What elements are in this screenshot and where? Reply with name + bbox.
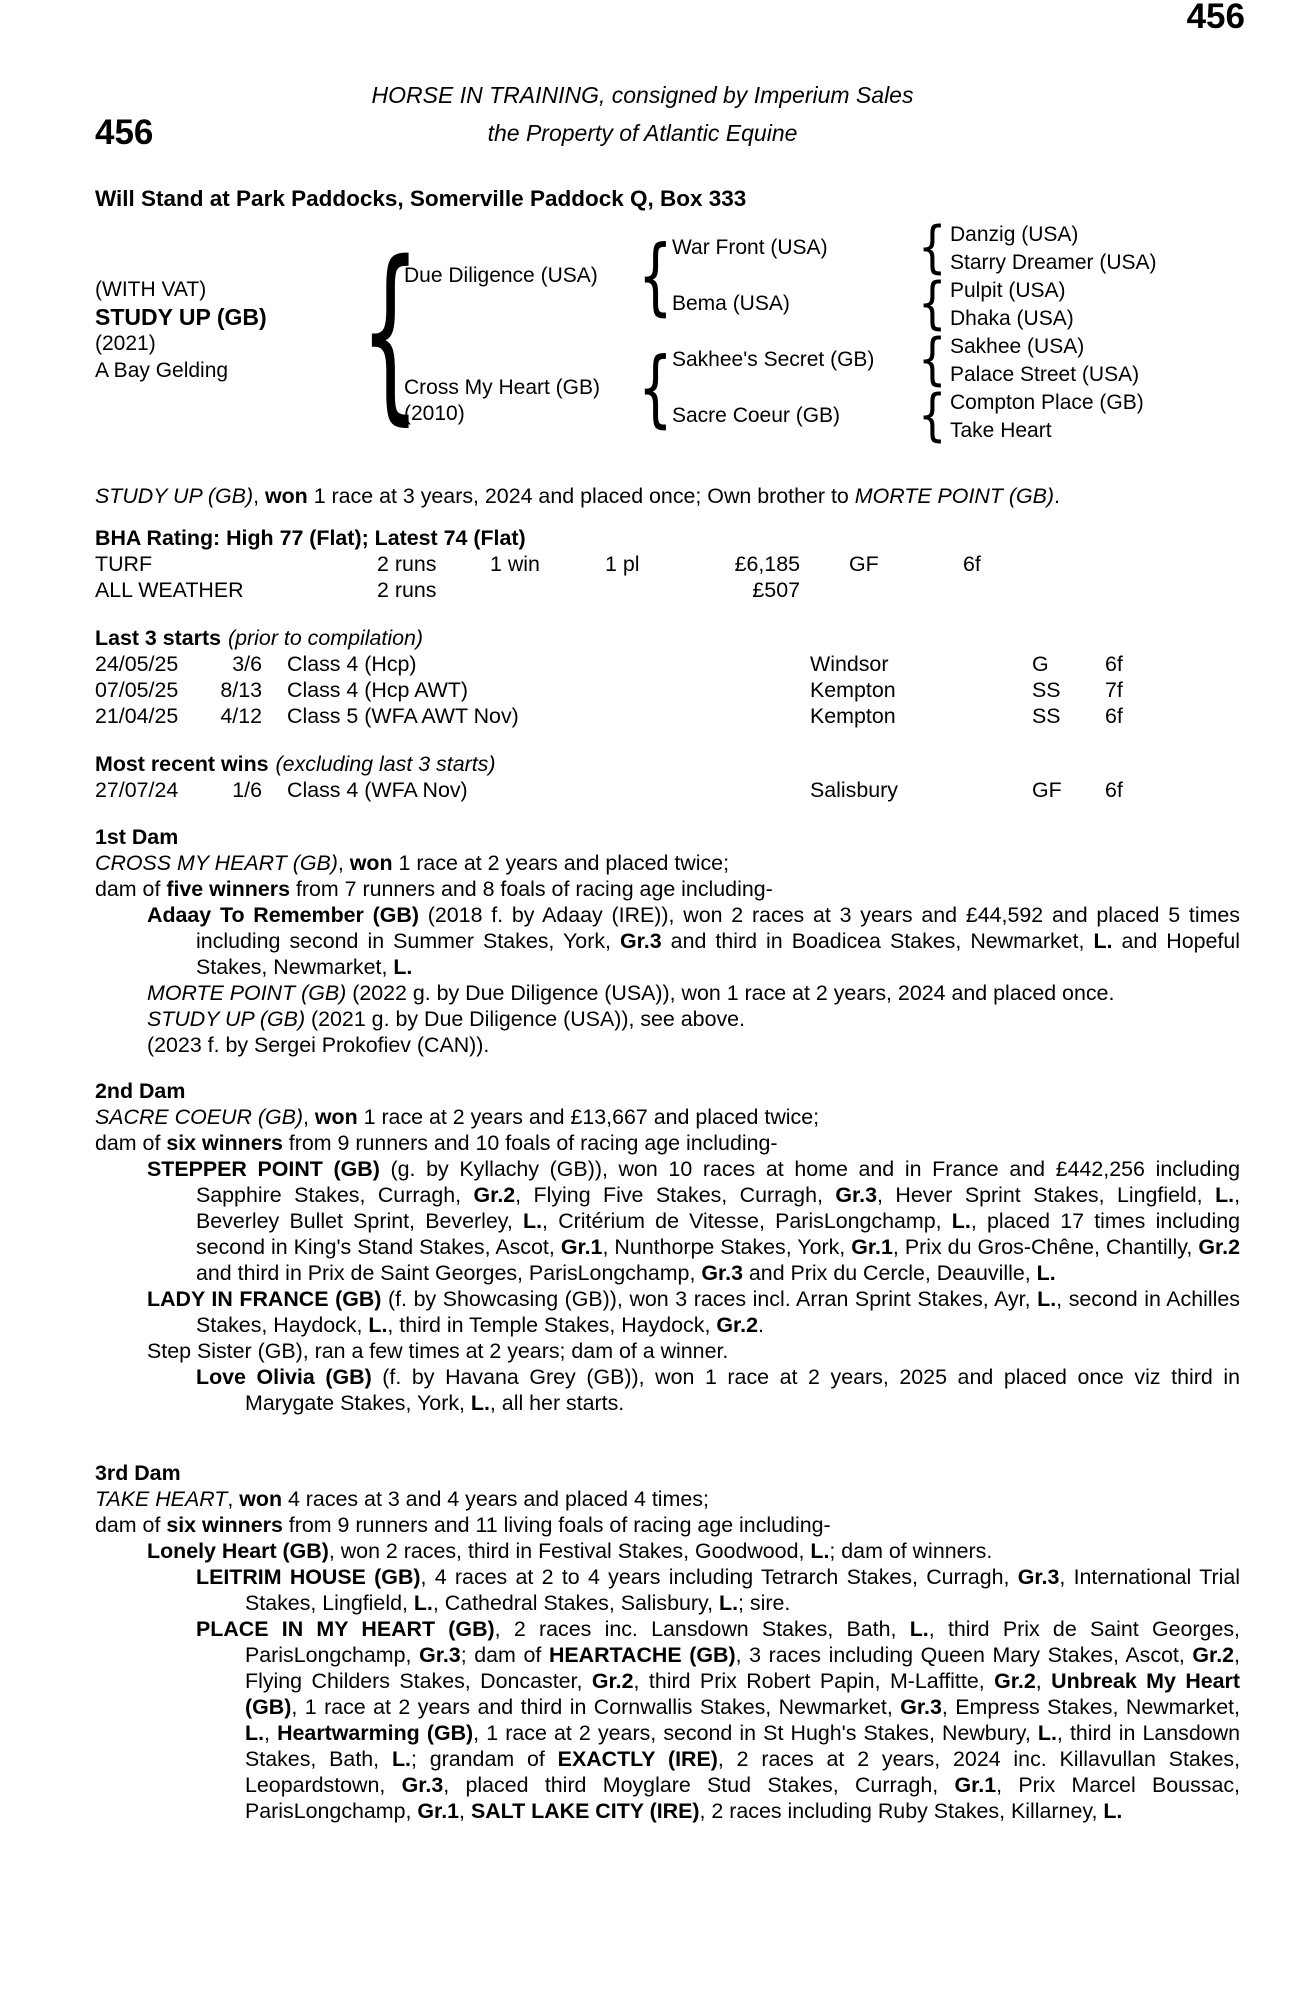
race-course: Kempton xyxy=(810,704,896,728)
dam-produce-summary: dam of six winners from 9 runners and 11 living foals of racing age including- xyxy=(95,1513,831,1537)
gp-sire-sire-dam: Starry Dreamer (USA) xyxy=(950,251,1157,274)
race-class: Class 5 (WFA AWT Nov) xyxy=(287,704,519,728)
pedigree-brace-gp4 xyxy=(918,388,947,444)
surface-label: TURF xyxy=(95,552,153,576)
sire-name: Due Diligence (USA) xyxy=(404,264,598,287)
start-row xyxy=(95,677,1240,703)
race-class: Class 4 (Hcp) xyxy=(287,652,417,676)
race-distance: 6f xyxy=(1105,778,1123,802)
gp-dam-sire-sire: Sakhee (USA) xyxy=(950,335,1085,358)
runs-value: 2 runs xyxy=(377,552,437,576)
race-distance: 7f xyxy=(1105,678,1123,702)
stand-location-line: Will Stand at Park Paddocks, Somerville Paddock Q, Box 333 xyxy=(95,186,747,211)
horse-description: A Bay Gelding xyxy=(95,359,229,382)
dam-heading-2: 2nd Dam xyxy=(95,1079,186,1103)
produce-entry: MORTE POINT (GB) (2022 g. by Due Diligence (USA)), won 1 race at 2 years, 2024 and placed once. xyxy=(147,981,1115,1005)
dam-year: (2010) xyxy=(404,402,465,425)
race-going: SS xyxy=(1032,678,1061,702)
vat-note: (WITH VAT) xyxy=(95,278,207,301)
finish-position: 4/12 xyxy=(220,704,262,728)
pedigree-brace-dam xyxy=(638,346,673,430)
race-distance: 6f xyxy=(1105,704,1123,728)
produce-entry: LADY IN FRANCE (GB) (f. by Showcasing (GB)), won 3 races incl. Arran Sprint Stakes, Ayr, L., second in Achilles Stakes, Haydock, L., third in Temple Stakes, Haydock, Gr.2. xyxy=(147,1287,1240,1337)
record-row-allweather xyxy=(95,577,1240,603)
race-date: 24/05/25 xyxy=(95,652,179,676)
property-line: the Property of Atlantic Equine xyxy=(487,120,798,146)
going-value: GF xyxy=(849,552,879,576)
lot-number-left: 456 xyxy=(95,113,154,152)
dam-produce-summary: dam of five winners from 7 runners and 8 foals of racing age including- xyxy=(95,877,773,901)
pedigree-brace-gp3 xyxy=(918,332,947,388)
start-row xyxy=(95,703,1240,729)
dam-produce-summary: dam of six winners from 9 runners and 10 foals of racing age including- xyxy=(95,1131,778,1155)
sire-dam: Bema (USA) xyxy=(672,292,790,315)
gp-sire-sire-sire: Danzig (USA) xyxy=(950,223,1079,246)
runs-value: 2 runs xyxy=(377,578,437,602)
produce-entry: Adaay To Remember (GB) (2018 f. by Adaay (IRE)), won 2 races at 3 years and £44,592 and placed 5 times including second in Summer Stakes, York, Gr.3 and third in Boadicea Stakes, Newmarket, L. and Hopeful Stakes, Newmarket, L. xyxy=(147,903,1240,979)
dam-dam: Sacre Coeur (GB) xyxy=(672,404,841,427)
pedigree-brace-sire xyxy=(638,234,673,318)
dam-intro: TAKE HEART, won 4 races at 3 and 4 years and placed 4 times; xyxy=(95,1487,709,1511)
race-going: SS xyxy=(1032,704,1061,728)
dam-intro: CROSS MY HEART (GB), won 1 race at 2 years and placed twice; xyxy=(95,851,730,875)
horse-year: (2021) xyxy=(95,332,156,355)
places-value: 1 pl xyxy=(605,552,640,576)
gp-dam-sire-dam: Palace Street (USA) xyxy=(950,363,1140,386)
gp-sire-dam-dam: Dhaka (USA) xyxy=(950,307,1074,330)
produce-entry: LEITRIM HOUSE (GB), 4 races at 2 to 4 years including Tetrarch Stakes, Curragh, Gr.3, International Trial Stakes, Lingfield, L., Cathedral Stakes, Salisbury, L.; sire. xyxy=(196,1565,1240,1615)
race-going: G xyxy=(1032,652,1049,676)
win-row xyxy=(95,777,1240,803)
race-going: GF xyxy=(1032,778,1062,802)
produce-entry: PLACE IN MY HEART (GB), 2 races inc. Lansdown Stakes, Bath, L., third Prix de Saint Georges, ParisLongchamp, Gr.3; dam of HEARTACHE (GB), 3 races including Queen Mary Stakes, Ascot, Gr.2, Flying Childers Stakes, Doncaster, Gr.2, third Prix Robert Papin, M-Laffitte, Gr.2, Unbreak My Heart (GB), 1 race at 2 years and third in Cornwallis Stakes, Newmarket, Gr.3, Empress Stakes, Newmarket, L., Heartwarming (GB), 1 race at 2 years, second in St Hugh's Stakes, Newbury, L., third in Lansdown Stakes, Bath, L.; grandam of EXACTLY (IRE), 2 races at 2 years, 2024 inc. Killavullan Stakes, Leopardstown, Gr.3, placed third Moyglare Stud Stakes, Curragh, Gr.1, Prix Marcel Boussac, ParisLongchamp, Gr.1, SALT LAKE CITY (IRE), 2 races including Ruby Stakes, Killarney, L. xyxy=(196,1617,1241,1823)
race-course: Kempton xyxy=(810,678,896,702)
lot-number-right: 456 xyxy=(1186,0,1245,36)
race-date: 27/07/24 xyxy=(95,778,179,802)
pedigree-brace-gp2 xyxy=(918,276,947,332)
pedigree-brace-gp1 xyxy=(918,220,947,276)
finish-position: 3/6 xyxy=(232,652,262,676)
catalogue-body xyxy=(95,483,1240,1824)
start-row xyxy=(95,651,1240,677)
bha-rating-heading: BHA Rating: High 77 (Flat); Latest 74 (Flat) xyxy=(95,526,526,550)
dam-heading-1: 1st Dam xyxy=(95,825,179,849)
gp-dam-dam-sire: Compton Place (GB) xyxy=(950,391,1144,414)
wins-value: 1 win xyxy=(490,552,540,576)
race-date: 07/05/25 xyxy=(95,678,179,702)
earnings-value: £6,185 xyxy=(734,552,800,576)
produce-entry: Lonely Heart (GB), won 2 races, third in Festival Stakes, Goodwood, L.; dam of winners. xyxy=(147,1539,993,1563)
dam-name: Cross My Heart (GB) xyxy=(404,376,601,399)
last-starts-heading: Last 3 starts (prior to compilation) xyxy=(95,626,423,650)
record-row-turf xyxy=(95,551,1240,577)
finish-position: 8/13 xyxy=(220,678,262,702)
earnings-value: £507 xyxy=(752,578,800,602)
sire-sire: War Front (USA) xyxy=(672,236,828,259)
distance-value: 6f xyxy=(963,552,981,576)
produce-entry: (2023 f. by Sergei Prokofiev (CAN)). xyxy=(147,1033,490,1057)
dam-sire: Sakhee's Secret (GB) xyxy=(672,348,875,371)
race-summary: STUDY UP (GB), won 1 race at 3 years, 2024 and placed once; Own brother to MORTE POINT (GB). xyxy=(95,484,1060,508)
surface-label: ALL WEATHER xyxy=(95,578,244,602)
gp-dam-dam-dam: Take Heart xyxy=(950,419,1052,442)
produce-entry: Step Sister (GB), ran a few times at 2 years; dam of a winner. xyxy=(147,1339,729,1363)
horse-name: STUDY UP (GB) xyxy=(95,304,267,330)
recent-wins-heading: Most recent wins (excluding last 3 starts) xyxy=(95,752,496,776)
race-course: Salisbury xyxy=(810,778,898,802)
dam-heading-3: 3rd Dam xyxy=(95,1461,181,1485)
race-course: Windsor xyxy=(810,652,889,676)
produce-entry: STEPPER POINT (GB) (g. by Kyllachy (GB)), won 10 races at home and in France and £442,256 including Sapphire Stakes, Curragh, Gr.2, Flying Five Stakes, Curragh, Gr.3, Hever Sprint Stakes, Lingfield, L., Beverley Bullet Sprint, Beverley, L., Critérium de Vitesse, ParisLongchamp, L., placed 17 times including second in King's Stand Stakes, Ascot, Gr.1, Nunthorpe Stakes, York, Gr.1, Prix du Gros-Chêne, Chantilly, Gr.2 and third in Prix de Saint Georges, ParisLongchamp, Gr.3 and Prix du Cercle, Deauville, L. xyxy=(147,1157,1241,1285)
produce-entry: STUDY UP (GB) (2021 g. by Due Diligence (USA)), see above. xyxy=(147,1007,745,1031)
gp-sire-dam-sire: Pulpit (USA) xyxy=(950,279,1066,302)
produce-entry: Love Olivia (GB) (f. by Havana Grey (GB)), won 1 race at 2 years, 2025 and placed once viz third in Marygate Stakes, York, L., all her starts. xyxy=(196,1365,1240,1415)
finish-position: 1/6 xyxy=(232,778,262,802)
race-distance: 6f xyxy=(1105,652,1123,676)
race-date: 21/04/25 xyxy=(95,704,179,728)
race-class: Class 4 (Hcp AWT) xyxy=(287,678,469,702)
race-class: Class 4 (WFA Nov) xyxy=(287,778,468,802)
dam-intro: SACRE COEUR (GB), won 1 race at 2 years and £13,667 and placed twice; xyxy=(95,1105,820,1129)
consignor-line: HORSE IN TRAINING, consigned by Imperium Sales xyxy=(371,82,914,108)
